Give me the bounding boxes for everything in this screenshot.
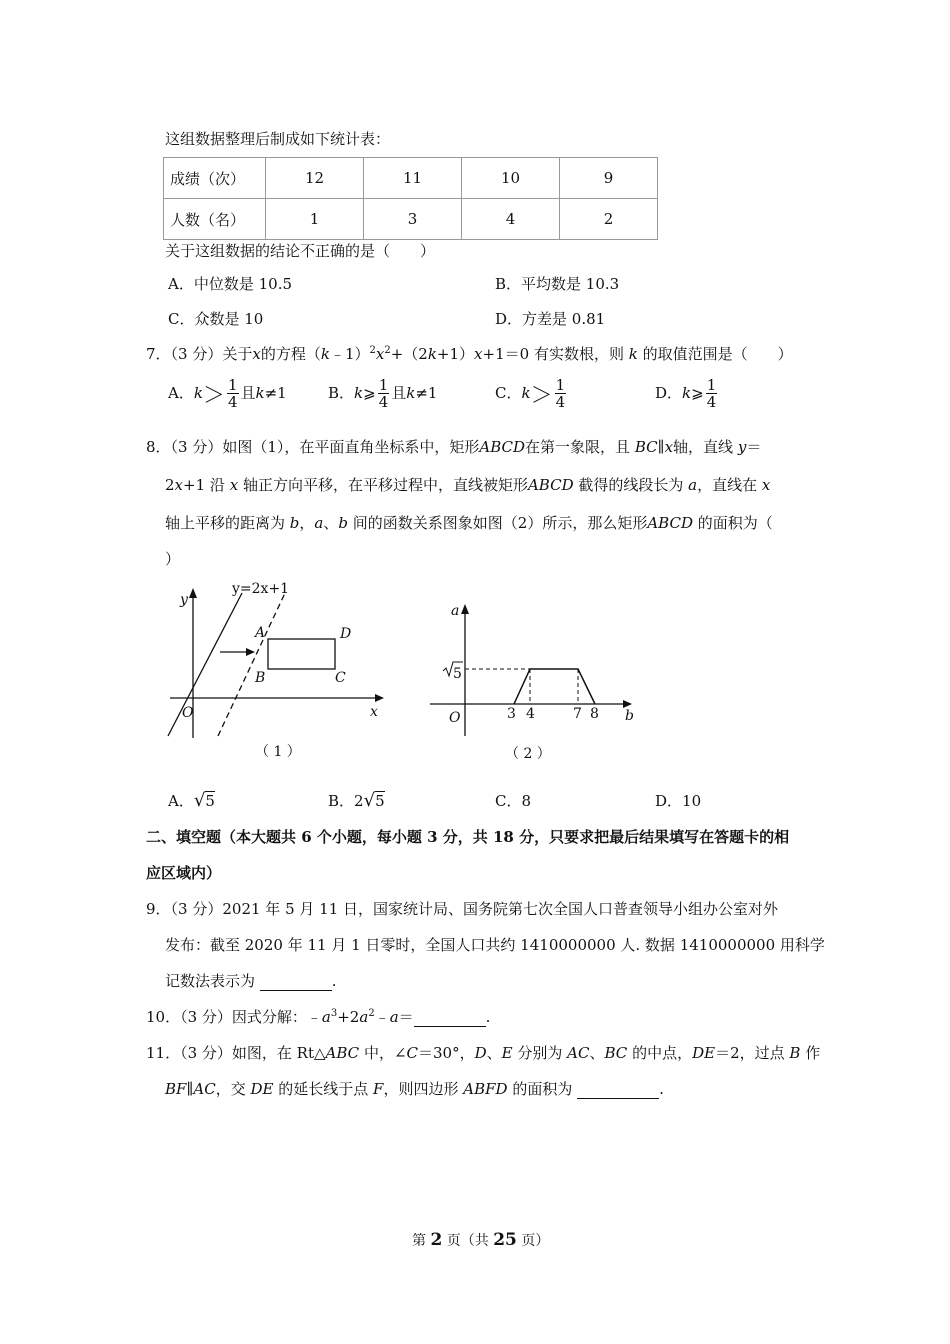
line-label: y=2x+1: [232, 581, 290, 597]
table-row: [164, 199, 658, 240]
a-axis-arrow: [461, 604, 469, 614]
fraction: $\frac{1}{4}$: [706, 376, 717, 411]
tick-8: 8: [590, 706, 599, 722]
label-b-axis: b: [625, 708, 634, 724]
table-cell: 10: [462, 158, 560, 199]
q7-option-a: A．k＞ $\frac{1}{4}$ 且k≠1: [168, 376, 287, 411]
label-y: y: [180, 592, 188, 608]
q7-option-d: D．k⩾ $\frac{1}{4}$: [655, 376, 717, 411]
table-cell: 2: [560, 199, 658, 240]
rectangle-abcd: [268, 639, 335, 669]
sqrt-icon: √: [363, 790, 376, 811]
label-x: x: [370, 704, 378, 720]
q8-line-3: 轴上平移的距离为 b，a、b 间的函数关系图象如图（2）所示，那么矩形ABCD 的面积为（: [165, 514, 773, 532]
label-c: C: [335, 670, 346, 686]
q6-option-c: C．众数是 10: [168, 310, 264, 328]
section-2-heading-cont: 应区域内）: [146, 864, 222, 882]
label-a: A: [255, 625, 266, 641]
q6-option-b: B．平均数是 10.3: [495, 275, 620, 293]
table-row: [164, 158, 658, 199]
q6-stem: 关于这组数据的结论不正确的是（ ）: [165, 242, 436, 260]
q10-text: 10．（3 分）因式分解：$﹣a^3+2a^2﹣a=$ .: [146, 1008, 491, 1026]
q11-line-1: 11．（3 分）如图，在 Rt△ABC 中，∠C＝30°，D、E 分别为 AC、BC 的中点，DE＝2，过点 B 作: [146, 1044, 821, 1062]
answer-blank: [260, 972, 332, 991]
q9-line-1: 9．（3 分）2021 年 5 月 11 日，国家统计局、国务院第七次全国人口普查领导小组办公室对外: [146, 900, 779, 918]
section-2-heading: 二、填空题（本大题共 6 个小题，每小题 3 分，共 18 分，只要求把最后结果填写在答题卡的相: [146, 828, 790, 846]
q8-option-a: A．√5: [168, 790, 215, 811]
q8-line-2: 2x+1 沿 x 轴正方向平移，在平移过程中，直线被矩形ABCD 截得的线段长为 a，直线在 x: [165, 476, 771, 494]
figure-1-caption: （ 1 ）: [255, 744, 301, 760]
q7-stem: 7．（3 分）关于x的方程$(k﹣1)^2x^2+(2k+1)x+1=0$ 有实数根，则 k 的取值范围是（ ）: [146, 345, 793, 363]
tick-7: 7: [573, 706, 582, 722]
figure-2: [425, 598, 645, 768]
label-d: D: [340, 626, 352, 642]
y-axis-arrow: [189, 588, 197, 598]
q8-option-b: B．2√5: [328, 790, 385, 811]
label-o: O: [449, 710, 461, 726]
fraction: $\frac{1}{4}$: [378, 376, 389, 411]
table-head-score: 成绩（次）: [164, 158, 266, 199]
label-b: B: [255, 670, 266, 686]
q8-option-d: D．10: [655, 792, 702, 810]
q11-line-2: BF∥AC，交 DE 的延长线于点 F，则四边形 ABFD 的面积为 .: [165, 1080, 664, 1098]
q7-option-b: B．k⩾ $\frac{1}{4}$ 且k≠1: [328, 376, 438, 411]
shifted-line: [218, 593, 285, 736]
answer-blank: [577, 1080, 659, 1099]
q6-option-d: D．方差是 0.81: [495, 310, 606, 328]
figure-2-caption: （ 2 ）: [505, 746, 551, 762]
tick-4: 4: [526, 706, 535, 722]
q7-option-c: C．k＞ $\frac{1}{4}$: [495, 376, 566, 411]
figure-1: [160, 578, 400, 768]
table-cell: 12: [266, 158, 364, 199]
x-axis-arrow: [375, 694, 384, 702]
fraction: $\frac{1}{4}$: [555, 376, 566, 411]
table-cell: 11: [364, 158, 462, 199]
sqrt-icon: √: [193, 790, 206, 811]
table-cell: 3: [364, 199, 462, 240]
tick-3: 3: [507, 706, 516, 722]
shift-arrow-head: [246, 648, 255, 656]
label-o: O: [182, 705, 194, 721]
line-y-2x-plus-1: [168, 593, 242, 736]
q8-line-1: 8．（3 分）如图（1），在平面直角坐标系中，矩形ABCD在第一象限，且 BC∥x轴，直线 y＝: [146, 438, 762, 456]
q8-option-c: C．8: [495, 792, 532, 810]
table-cell: 4: [462, 199, 560, 240]
q8-line-4: ）: [165, 550, 181, 568]
table-cell: 9: [560, 158, 658, 199]
page-footer: 第 2 页（共 25 页）: [412, 1230, 550, 1250]
fraction: $\frac{1}{4}$: [227, 376, 238, 411]
intro-text: 这组数据整理后制成如下统计表：: [165, 130, 391, 148]
q6-option-a: A．中位数是 10.5: [168, 275, 292, 293]
function-graph: [514, 669, 595, 704]
stat-table: [163, 157, 658, 240]
q9-line-3: 记数法表示为 .: [165, 972, 337, 990]
table-head-count: 人数（名）: [164, 199, 266, 240]
label-a-axis: a: [451, 603, 460, 619]
b-axis-arrow: [623, 700, 632, 708]
table-cell: 1: [266, 199, 364, 240]
label-sqrt5: 5: [453, 666, 462, 682]
q9-line-2: 发布：截至 2020 年 11 月 1 日零时，全国人口共约 1410000000 人. 数据 1410000000 用科学: [165, 936, 825, 954]
answer-blank: [414, 1008, 486, 1027]
